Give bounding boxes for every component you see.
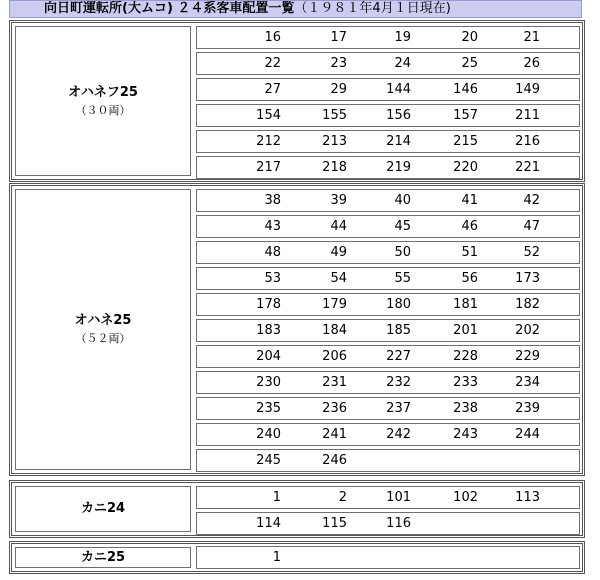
car-number: 27 (264, 82, 281, 97)
number-row (196, 130, 580, 153)
car-number: 22 (264, 56, 281, 71)
car-number: 39 (330, 193, 347, 208)
car-number: 43 (264, 219, 281, 234)
car-number: 29 (330, 82, 347, 97)
car-number: 246 (322, 453, 347, 468)
car-number: 216 (515, 134, 540, 149)
car-type-name: カニ25 (80, 549, 126, 565)
car-number: 242 (386, 427, 411, 442)
car-number: 48 (264, 245, 281, 260)
car-number: 54 (330, 271, 347, 286)
car-number: 23 (330, 56, 347, 71)
car-number: 115 (322, 516, 347, 531)
car-number: 16 (264, 30, 281, 45)
car-number: 156 (386, 108, 411, 123)
car-number: 19 (394, 30, 411, 45)
car-number: 231 (322, 375, 347, 390)
car-number: 53 (264, 271, 281, 286)
car-number: 213 (322, 134, 347, 149)
car-number: 215 (453, 134, 478, 149)
car-number: 1 (272, 490, 281, 505)
car-number: 149 (515, 82, 540, 97)
car-number: 237 (386, 401, 411, 416)
car-number: 154 (256, 108, 281, 123)
car-number: 206 (322, 349, 347, 364)
car-number: 233 (453, 375, 478, 390)
car-number: 204 (256, 349, 281, 364)
car-number: 183 (256, 323, 281, 338)
car-type-cell (15, 547, 191, 568)
car-number: 47 (523, 219, 540, 234)
title-main: 向日町運転所(大ムコ) ２４系客車配置一覧 (44, 1, 295, 16)
car-number: 217 (256, 160, 281, 175)
car-number: 238 (453, 401, 478, 416)
number-row (196, 512, 580, 535)
table-title (9, 0, 582, 18)
car-number: 51 (461, 245, 478, 260)
car-number: 185 (386, 323, 411, 338)
car-number: 45 (394, 219, 411, 234)
car-number: 50 (394, 245, 411, 260)
car-number: 228 (453, 349, 478, 364)
number-row (196, 486, 580, 509)
car-number: 1 (272, 550, 281, 565)
number-row (196, 26, 580, 49)
car-type-cell (15, 486, 191, 532)
car-number: 52 (523, 245, 540, 260)
car-number: 155 (322, 108, 347, 123)
car-number: 184 (322, 323, 347, 338)
car-number: 239 (515, 401, 540, 416)
group-ohanefu25 (9, 20, 585, 182)
number-row (196, 189, 580, 212)
car-number: 180 (386, 297, 411, 312)
car-number: 2 (338, 490, 347, 505)
car-number: 230 (256, 375, 281, 390)
car-number: 101 (386, 490, 411, 505)
number-row (196, 371, 580, 394)
car-type-name: カニ24 (80, 501, 126, 516)
car-number: 173 (515, 271, 540, 286)
group-ohane25 (9, 183, 585, 476)
car-number: 102 (453, 490, 478, 505)
car-number: 146 (453, 82, 478, 97)
car-number: 232 (386, 375, 411, 390)
car-number: 181 (453, 297, 478, 312)
car-number: 219 (386, 160, 411, 175)
car-number: 201 (453, 323, 478, 338)
car-number: 42 (523, 193, 540, 208)
car-number: 245 (256, 453, 281, 468)
group-kani25 (9, 541, 585, 574)
car-number: 182 (515, 297, 540, 312)
car-number: 20 (461, 30, 478, 45)
car-number: 49 (330, 245, 347, 260)
car-number: 113 (515, 490, 540, 505)
car-type-name: オハネフ25 (68, 84, 138, 100)
car-type-cell (15, 26, 191, 176)
car-number: 179 (322, 297, 347, 312)
car-number: 144 (386, 82, 411, 97)
car-number: 24 (394, 56, 411, 71)
number-row (196, 449, 580, 472)
title-date: （１９８１年4月１日現在) (294, 1, 451, 16)
car-number: 25 (461, 56, 478, 71)
number-row (196, 319, 580, 342)
car-number: 235 (256, 401, 281, 416)
car-number: 26 (523, 56, 540, 71)
car-number: 234 (515, 375, 540, 390)
car-count: （５２両） (75, 332, 131, 345)
car-number: 229 (515, 349, 540, 364)
car-number: 114 (256, 516, 281, 531)
car-type-cell (15, 189, 191, 470)
number-row (196, 397, 580, 420)
number-row (196, 78, 580, 101)
number-row (196, 345, 580, 368)
car-number: 56 (461, 271, 478, 286)
car-number: 55 (394, 271, 411, 286)
number-row (196, 215, 580, 238)
car-number: 212 (256, 134, 281, 149)
car-type-name: オハネ25 (74, 313, 132, 328)
car-count: （３０両） (75, 103, 131, 117)
car-number: 178 (256, 297, 281, 312)
car-number: 40 (394, 193, 411, 208)
car-number: 240 (256, 427, 281, 442)
number-row (196, 423, 580, 446)
car-number: 221 (515, 160, 540, 175)
car-number: 244 (515, 427, 540, 442)
car-number: 243 (453, 427, 478, 442)
number-row (196, 52, 580, 75)
car-number: 241 (322, 427, 347, 442)
car-number: 227 (386, 349, 411, 364)
number-row (196, 156, 580, 179)
car-number: 116 (386, 516, 411, 531)
car-number: 41 (461, 193, 478, 208)
car-number: 17 (330, 30, 347, 45)
car-number: 214 (386, 134, 411, 149)
number-row (196, 104, 580, 127)
group-kani24 (9, 480, 585, 538)
car-number: 157 (453, 108, 478, 123)
number-row (196, 293, 580, 316)
car-number: 218 (322, 160, 347, 175)
number-row (196, 267, 580, 290)
number-row (196, 546, 580, 569)
car-number: 211 (515, 108, 540, 123)
car-number: 202 (515, 323, 540, 338)
car-number: 236 (322, 401, 347, 416)
car-number: 38 (264, 193, 281, 208)
number-row (196, 241, 580, 264)
car-number: 44 (330, 219, 347, 234)
car-number: 21 (523, 30, 540, 45)
car-number: 46 (461, 219, 478, 234)
car-number: 220 (453, 160, 478, 175)
